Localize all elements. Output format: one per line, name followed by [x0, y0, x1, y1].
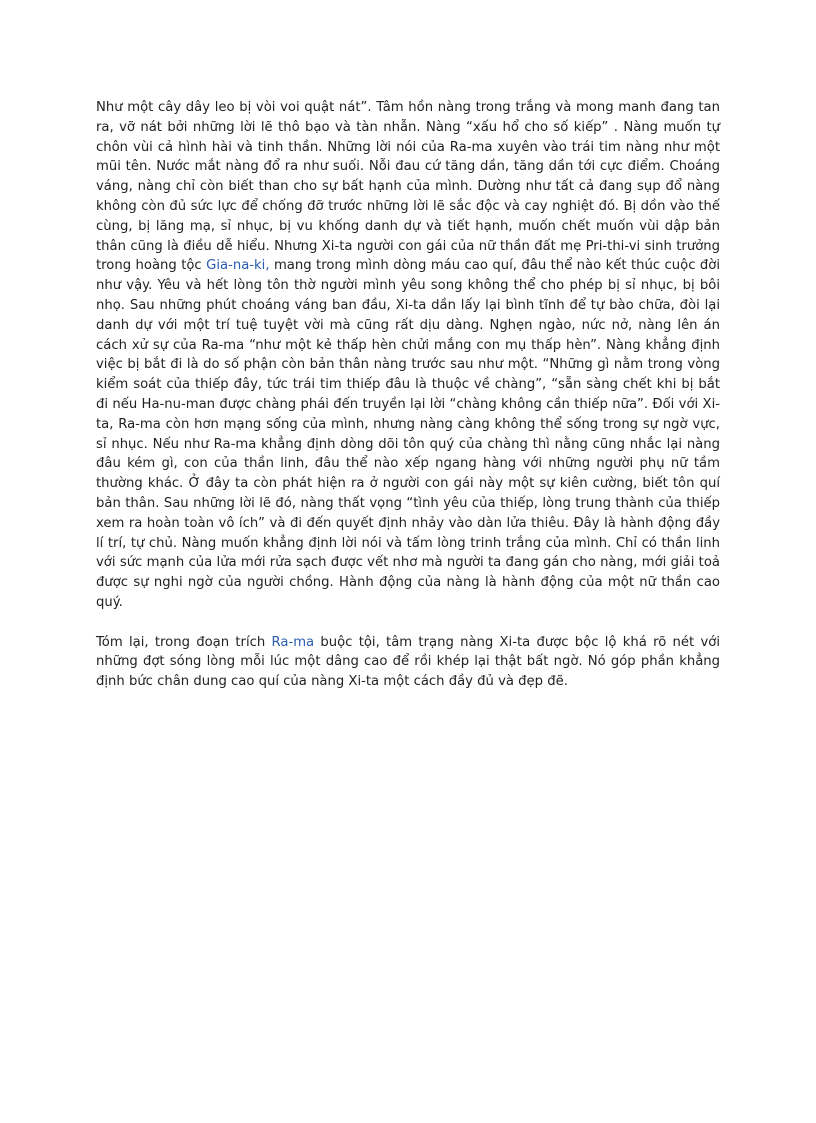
paragraph-conclusion-text-start: Tóm lại, trong đoạn trích: [96, 634, 272, 650]
paragraph-conclusion: [96, 633, 720, 692]
document-body: [96, 98, 720, 712]
link-ra-ma[interactable]: Ra-ma: [271, 634, 315, 650]
paragraph-analysis-text-start: Như một cây dây leo bị vòi voi quật nát”. Tâm hồn nàng trong trắng và mong manh đang tan ra, vỡ nát bởi những lời lẽ thô bạo và tàn nhẫn. Nàng “xấu hổ cho số kiếp” . Nàng muốn tự chôn vùi cả hình hài và tinh thần. Những lời nói của Ra-ma xuyên vào trái tim nàng như một mũi tên. Nước mắt nàng đổ ra như suối. Nỗi đau cứ tăng dần, tăng dần tới cực điểm. Choáng váng, nàng chỉ còn biết than cho sự bất hạnh của mình. Dường như tất cả đang sụp đổ nàng không còn đủ sức lực để chống đỡ trước những lời lẽ sắc độc và cay nghiệt đó. Bị dồn vào thế cùng, bị lăng mạ, sỉ nhục, bị vu khống danh dự và tiết hạnh, muốn chết muốn vùi dập bản thân cũng là điều dễ hiểu. Nhưng Xi-ta người con gái của nữ thần đất mẹ Pri-thi-vi sinh trưởng trong hoàng tộc: [96, 100, 720, 274]
paragraph-analysis: [96, 98, 720, 613]
paragraph-analysis-text-end: mang trong mình dòng máu cao quí, đâu thể nào kết thúc cuộc đời như vậy. Yêu và hết lòng tôn thờ người mình yêu song không thể cho phép bị sỉ nhục, bị bôi nhọ. Sau những phút choáng váng ban đầu, Xi-ta dần lấy lại bình tĩnh để tự bào chữa, đòi lại danh dự với một trí tuệ tuyệt vời mà cũng rất dịu dàng. Nghẹn ngào, nức nở, nàng lên án cách xử sự của Ra-ma “như một kẻ thấp hèn chửi mắng con mụ thấp hèn”. Nàng khẳng định việc bị bắt đi là do số phận còn bản thân nàng trước sau như một. “Những gì nằm trong vòng kiểm soát của thiếp đây, tức trái tim thiếp đâu là thuộc về chàng”, “sẵn sàng chết khi bị bắt đi nếu Ha-nu-man được chàng phái đến truyền lại lời “chàng không cần thiếp nữa”. Đối với Xi-ta, Ra-ma còn hơn mạng sống của mình, nhưng nàng càng không thể sống trong sự ngờ vực, sỉ nhục. Nếu như Ra-ma khẳng định dòng dõi tôn quý của chàng thì nằng cũng nhắc lại nàng đâu kém gì, con của thần linh, đâu thể nào xếp ngang hàng với những người phụ nữ tầm thường khác. Ở đây ta còn phát hiện ra ở người con gái này một sự kiên cường, biết tôn quí bản thân. Sau những lời lẽ đó, nàng thất vọng “tình yêu của thiếp, lòng trung thành của thiếp xem ra hoàn toàn vô ích” và đi đến quyết định nhảy vào dàn lửa thiêu. Đây là hành động đầy lí trí, tự chủ. Nàng muốn khẳng định lời nói và tấm lòng trinh trắng của mình. Chỉ có thần linh với sức mạnh của lửa mới rửa sạch được vết nhơ mà người ta đang gán cho nàng, mới giải toả được sự nghi ngờ của người chồng. Hành động của nàng là hành động của một nữ thần cao quý.: [96, 258, 720, 610]
link-gia-na-ki[interactable]: Gia-na-ki,: [206, 258, 270, 274]
paragraph-conclusion-text-end: buộc tội, tâm trạng nàng Xi-ta được bộc lộ khá rõ nét với những đợt sóng lòng mỗi lúc một dâng cao để rồi khép lại thật bất ngờ. Nó góp phần khẳng định bức chân dung cao quí của nàng Xi-ta một cách đầy đủ và đẹp đẽ.: [96, 634, 720, 690]
